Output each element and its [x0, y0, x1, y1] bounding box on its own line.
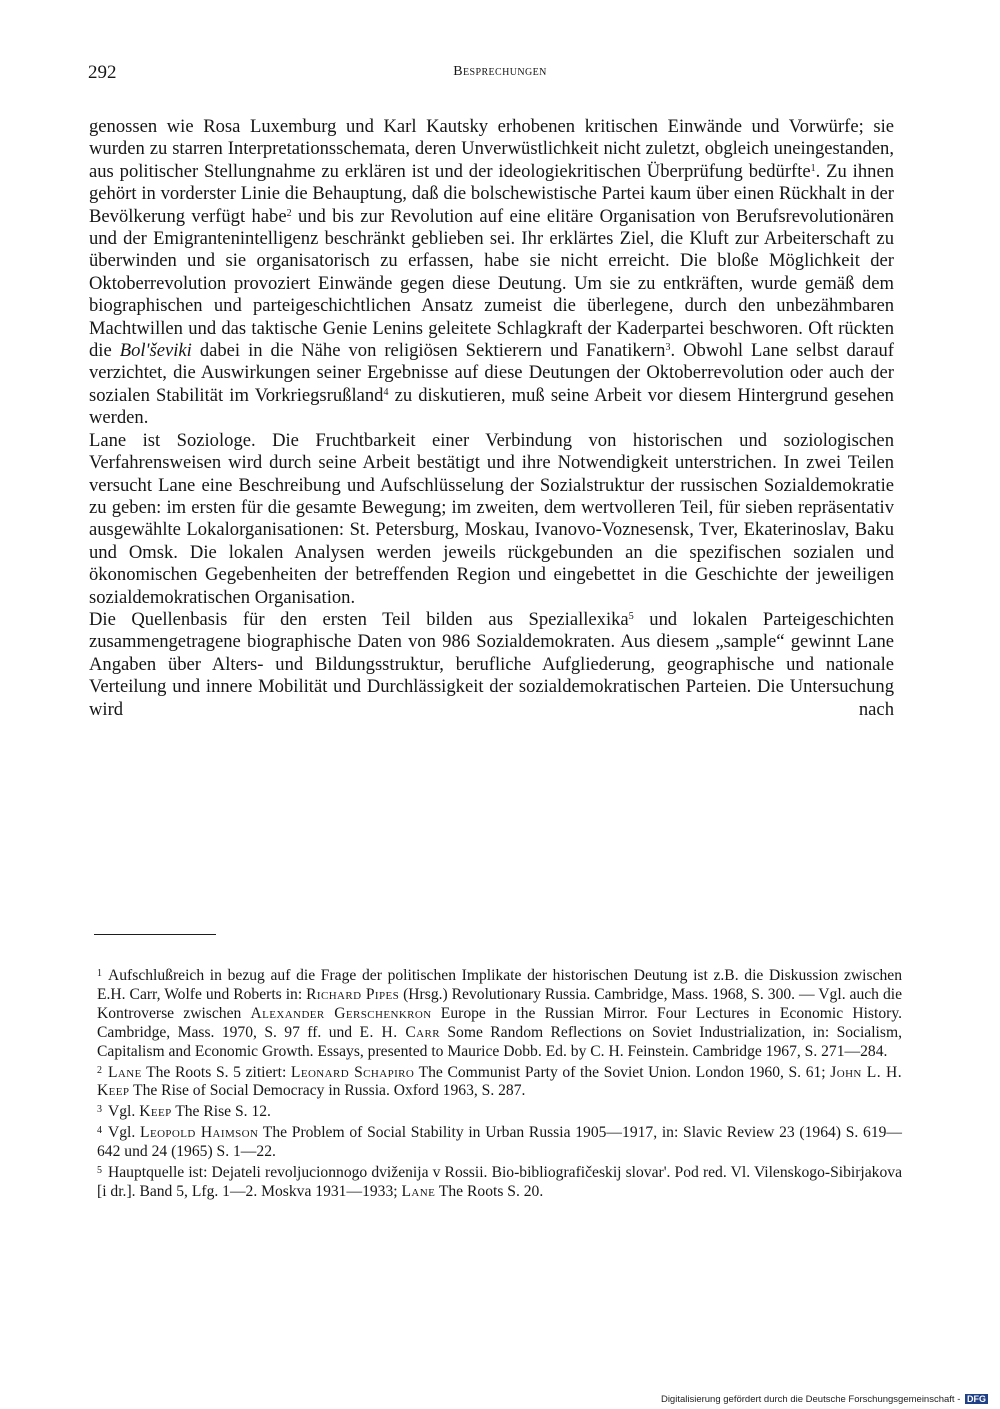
author-name: Leonard Schapiro: [290, 1063, 415, 1081]
text-run: The Rise of Social Democracy in Russia. Oxford 1963, S. 287.: [129, 1082, 526, 1100]
dfg-logo-badge: DFG: [967, 1394, 986, 1404]
body-text: [89, 116, 894, 721]
footnote-ref[interactable]: 2: [286, 207, 292, 219]
text-run: The Roots S. 20.: [435, 1182, 544, 1200]
text-run: The Communist Party of the Soviet Union. London 1960, S. 61;: [414, 1063, 831, 1081]
text-run: Vgl.: [108, 1124, 141, 1142]
author-name: Leopold Haimson: [140, 1124, 259, 1142]
author-name: E. H. Carr: [359, 1023, 440, 1041]
page-number: 292: [88, 62, 117, 83]
footnotes: [97, 965, 902, 1202]
footnote-number: 2: [97, 1064, 102, 1076]
paragraph: [89, 116, 894, 430]
text-run: Hauptquelle ist: Dejateli revoljucionnogo dviženija v Rossii. Bio-bibliografičeskij slovar'. Pod red. Vl. Vilenskogo-Sibirjakova [i dr.]. Band 5, Lfg. 1—2. Moskva 1931—1933;: [97, 1164, 902, 1200]
footnote-4: [97, 1122, 902, 1162]
text-run: genossen wie Rosa Luxemburg und Karl Kautsky erhobenen kritischen Einwände und Vorwürfe; sie wurden zu starren Interpretationsschemata, deren Unverwüstlichkeit nicht zuletzt, obgleich uneingestanden, aus politischer Stellungnahme zu erklären ist und der ideologiekritischen Überprüfung bedürfte: [89, 116, 894, 182]
text-run: Die Quellenbasis für den ersten Teil bilden aus Speziallexika: [89, 608, 629, 630]
text-run: zu diskutieren, muß seine Arbeit vor diesem Hintergrund gesehen werden.: [89, 384, 894, 429]
text-run: . Zu ihnen gehört in vorderster Linie die Behauptung, daß die bolschewistische Partei kaum über einen Rückhalt in der Bevölkerung verfügt habe: [89, 160, 894, 227]
footnote-number: 1: [97, 968, 102, 979]
footnote-5: [97, 1162, 902, 1202]
text-run: Europe in the Russian Mirror. Four Lectures in Economic History. Cambridge, Mass. 1970, S. 97 ff. und: [97, 1004, 902, 1041]
footnote-ref[interactable]: 5: [628, 610, 634, 622]
footnote-divider: [94, 934, 216, 935]
text-run: und lokalen Parteigeschichten zusammengetragene biographische Daten von 986 Sozialdemokraten. Aus diesem „sample“ gewinnt Lane Angaben über Alters- und Bildungsstruktur, berufliche Aufgliederung, geographische und nationale Verteilung und innere Mobilität und Durchlässigkeit der sozialdemokratischen Parteien. Die Untersuchung wird nach: [89, 608, 894, 720]
footnote-number: 5: [97, 1165, 102, 1177]
text-run: Some Random Reflections on Soviet Industrialization, in: Socialism, Capitalism and Economic Growth. Essays, presented to Maurice Dobb. Ed. by C. H. Feinstein. Cambridge 1967, S. 271—284.: [97, 1023, 902, 1060]
text-run: und bis zur Revolution auf eine elitäre Organisation von Berufsrevolutionären und der Emigrantenintelligenz beschränkt geblieben sei. Ihr erklärtes Ziel, die Kluft zur Arbeiterschaft zu überwinden und sie organisatorisch zu erfassen, habe sie nicht erreicht. Die bloße Möglichkeit der Oktoberrevolution provoziert Einwände gegen diese Deutung. Um sie zu entkräften, wurde gemäß dem biographischen und parteigeschichtlichen Ansatz zumeist die überlegene, durch den unbezähmbaren Machtwillen und das taktische Genie Lenins geleitete Schlagkraft der Kaderpartei beschworen. Oft rückten die: [89, 205, 894, 362]
footnote-2: [97, 1062, 902, 1102]
running-head: [0, 64, 1000, 80]
text-run: The Problem of Social Stability in Urban Russia 1905—1917, in: Slavic Review 23 (1964) S. 619—642 und 24 (1965) S. 1—22.: [97, 1124, 903, 1161]
footnote-1: [97, 965, 902, 1062]
footnote-ref[interactable]: 1: [810, 162, 816, 174]
footnote-ref[interactable]: 4: [383, 386, 389, 398]
author-name: Keep: [139, 1103, 172, 1121]
text-run: The Rise S. 12.: [171, 1103, 271, 1121]
digitization-credit: [661, 1394, 988, 1405]
footnote-number: 3: [97, 1104, 102, 1116]
text-run: Vgl.: [108, 1103, 140, 1121]
text-run: dabei in die Nähe von religiösen Sektierern und Fanatikern: [191, 340, 666, 362]
text-run: Aufschlußreich in bezug auf die Frage der politischen Implikate der historischen Deutung ist z.B. die Diskussion zwischen E.H. Carr, Wolfe und Roberts in:: [97, 967, 902, 1003]
author-name: Lane: [401, 1182, 436, 1200]
text-run: . Obwohl Lane selbst darauf verzichtet, die Auswirkungen seiner Ergebnisse auf diese Deutungen der Oktoberrevolution oder auch der sozialen Stabilität im Vorkriegsrußland: [89, 340, 894, 406]
credit-text: Digitalisierung gefördert durch die Deutsche Forschungsgemeinschaft -: [660, 1394, 961, 1405]
author-name: Alexander Gerschenkron: [250, 1004, 432, 1022]
running-head-text: Besprechungen: [453, 64, 547, 79]
author-name: Lane: [108, 1063, 142, 1081]
footnote-ref[interactable]: 3: [665, 342, 671, 354]
text-run: (Hrsg.) Revolutionary Russia. Cambridge, Mass. 1968, S. 300. — Vgl. auch die Kontroverse zwischen: [97, 985, 902, 1022]
author-name: Richard Pipes: [306, 985, 400, 1003]
italic-term: Bol'ševiki: [119, 340, 192, 362]
paragraph: Lane ist Soziologe. Die Fruchtbarkeit einer Verbindung von historischen und soziologischen Verfahrensweisen wird durch seine Arbeit bestätigt und ihre Notwendigkeit unterstrichen. In zwei Teilen versucht Lane eine Beschreibung und Aufschlüsselung der Sozialstruktur der russischen Sozialdemokratie zu geben: im ersten für die gesamte Bewegung; im zweiten, dem wertvolleren Teil, für sieben repräsentativ ausgewählte Lokalorganisationen: St. Petersburg, Moskau, Ivanovo-Voznesensk, Tver, Ekaterinoslav, Baku und Omsk. Die lokalen Analysen werden jeweils rückgebunden an die spezifischen sozialen und ökonomischen Gegebenheiten der betreffenden Region und eingebettet in die Geschichte der jeweiligen sozialdemokratischen Organisation.: [89, 429, 894, 608]
text-run: The Roots S. 5 zitiert:: [141, 1063, 291, 1081]
paragraph: [89, 609, 894, 721]
author-name: John L. H. Keep: [97, 1063, 902, 1100]
footnote-number: 4: [97, 1125, 102, 1137]
footnote-3: [97, 1101, 902, 1122]
